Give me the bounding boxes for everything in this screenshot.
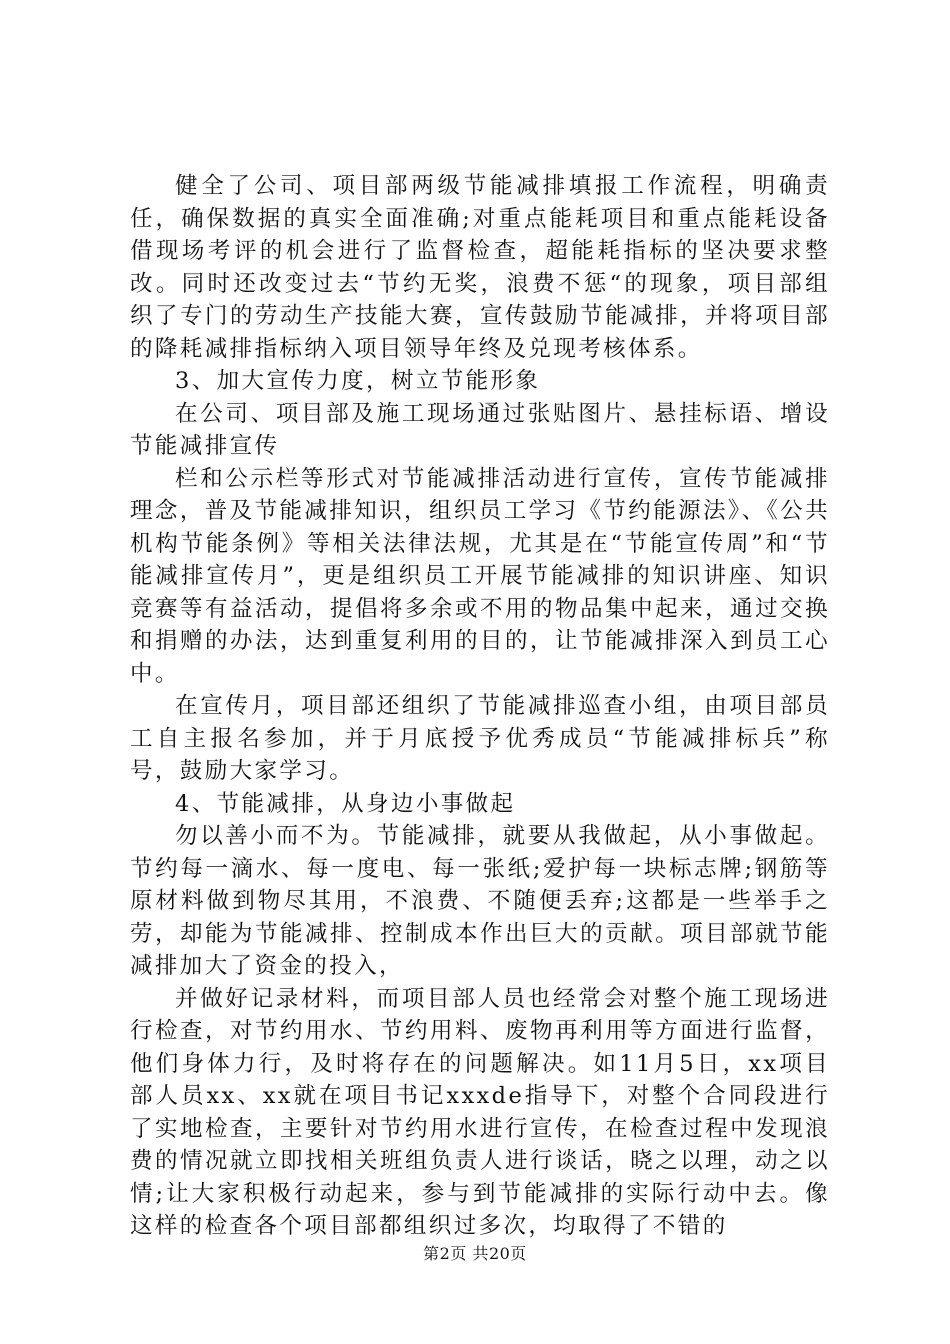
page-number: 第2页 共20页 [423, 1244, 527, 1263]
section-heading: 4、节能减排，从身边小事做起 [175, 790, 516, 817]
section-heading: 3、加大宣传力度，树立节能形象 [175, 368, 541, 394]
paragraph: 勿以善小而不为。节能减排，就要从我做起，从小事做起。节约每一滴水、每一度电、每一张纸;爱护每一块标志牌;钢筋等原材料做到物尽其用，不浪费、不随便丢弃;这都是一些举手之劳，却能为节能减排、控制成本作出巨大的贡献。项目部就节能减排加大了资金的投入， [130, 823, 830, 979]
paragraph: 并做好记录材料，而项目部人员也经常会对整个施工现场进行检查，对节约用水、节约用料、废物再利用等方面进行监督，他们身体力行，及时将存在的问题解决。如11月5日，xx项目部人员xx、xx就在项目书记xxxde指导下，对整个合同段进行了实地检查，主要针对节约用水进行宣传，在检查过程中发现浪费的情况就立即找相关班组负责人进行谈话，晓之以理，动之以情;让大家积极行动起来，参与到节能减排的实际行动中去。像这样的检查各个项目部都组织过多次，均取得了不错的 [130, 985, 830, 1239]
document-body [130, 170, 830, 1243]
paragraph: 在宣传月，项目部还组织了节能减排巡查小组，由项目部员工自主报名参加，并于月底授予优秀成员“节能减排标兵”称号，鼓励大家学习。 [130, 693, 830, 784]
paragraph: 在公司、项目部及施工现场通过张贴图片、悬挂标语、增设节能减排宣传 [130, 400, 830, 459]
paragraph: 健全了公司、项目部两级节能减排填报工作流程，明确责任，确保数据的真实全面准确;对重点能耗项目和重点能耗设备借现场考评的机会进行了监督检查，超能耗指标的坚决要求整改。同时还改变过去“节约无奖，浪费不惩“的现象，项目部组织了专门的劳动生产技能大赛，宣传鼓励节能减排，并将项目部的降耗减排指标纳入项目领导年终及兑现考核体系。 [130, 173, 830, 362]
paragraph: 栏和公示栏等形式对节能减排活动进行宣传，宣传节能减排理念，普及节能减排知识，组织员工学习《节约能源法》、《公共机构节能条例》等相关法律法规，尤其是在“节能宣传周”和“节能减排宣传月”，更是组织员工开展节能减排的知识讲座、知识竞赛等有益活动，提倡将多余或不用的物品集中起来，通过交换和捐赠的办法，达到重复利用的目的，让节能减排深入到员工心中。 [130, 465, 830, 687]
